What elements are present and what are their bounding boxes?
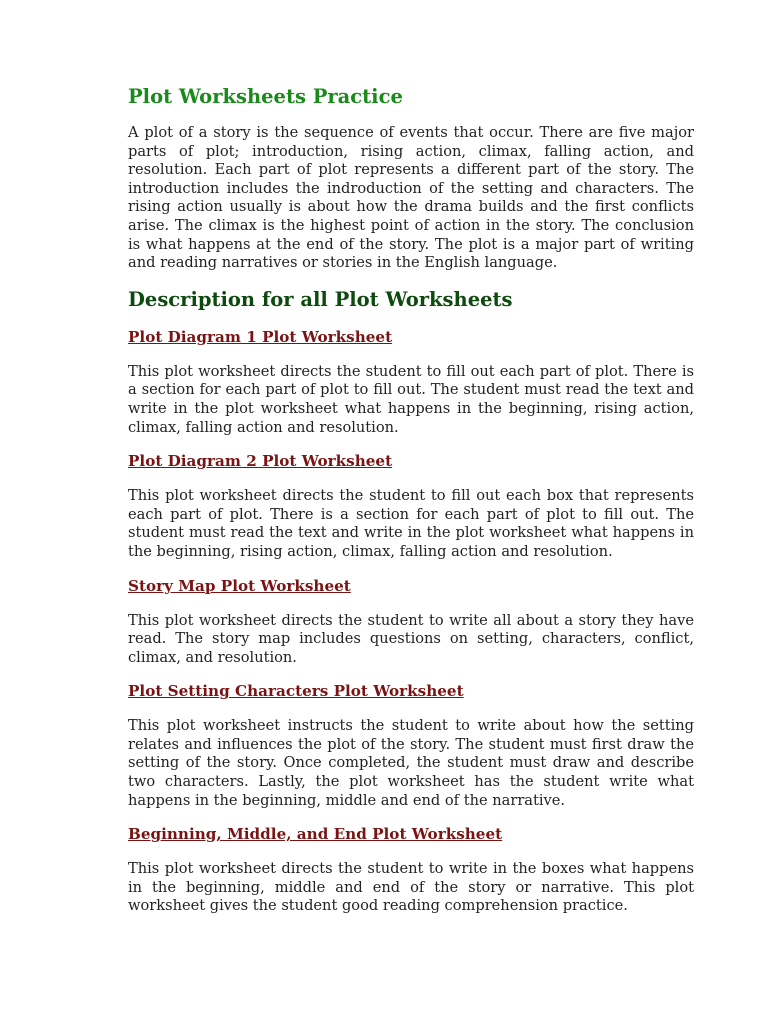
document-page [128,84,694,930]
worksheet-description: This plot worksheet directs the student to write in the boxes what happens in the beginning, middle and end of the story or narrative. This plot worksheet gives the student good reading comprehension practice. [128,860,694,915]
worksheet-item [128,681,694,810]
section-heading: Description for all Plot Worksheets [128,287,513,311]
worksheet-description: This plot worksheet instructs the student to write about how the setting relates and influences the plot of the story. The student must first draw the setting of the story. Once completed, the student must draw and describe two characters. Lastly, the plot worksheet has the student write what happens in the beginning, middle and end of the narrative. [128,717,694,809]
worksheet-link-plot-diagram-2[interactable]: Plot Diagram 2 Plot Worksheet [128,452,393,471]
worksheet-item [128,451,694,561]
worksheet-item [128,824,694,916]
worksheet-link-plot-diagram-1[interactable]: Plot Diagram 1 Plot Worksheet [128,327,393,346]
worksheet-link-beginning-middle-end[interactable]: Beginning, Middle, and End Plot Worksheet [128,825,503,844]
worksheet-item [128,576,694,668]
page-title: Plot Worksheets Practice [128,85,403,108]
worksheet-link-story-map[interactable]: Story Map Plot Worksheet [128,576,351,595]
intro-paragraph: A plot of a story is the sequence of events that occur. There are five major parts of plot; introduction, rising action, climax, falling action, and resolution. Each part of plot represents a different part of the story. The introduction includes the indroduction of the setting and characters. The rising action usually is about how the drama builds and the first conflicts arise. The climax is the highest point of action in the story. The conclusion is what happens at the end of the story. The plot is a major part of writing and reading narratives or stories in the English language. [128,124,694,272]
worksheet-item [128,327,694,437]
worksheet-link-plot-setting-characters[interactable]: Plot Setting Characters Plot Worksheet [128,682,464,701]
worksheet-description: This plot worksheet directs the student to fill out each part of plot. There is a section for each part of plot to fill out. The student must read the text and write in the plot worksheet what happens in the beginning, rising action, climax, falling action and resolution. [128,362,694,436]
worksheet-description: This plot worksheet directs the student to fill out each box that represents each part of plot. There is a section for each part of plot to fill out. The student must read the text and write in the plot worksheet what happens in the beginning, rising action, climax, falling action and resolution. [128,487,694,560]
worksheet-description: This plot worksheet directs the student to write all about a story they have read. The story map includes questions on setting, characters, conflict, climax, and resolution. [128,611,694,666]
